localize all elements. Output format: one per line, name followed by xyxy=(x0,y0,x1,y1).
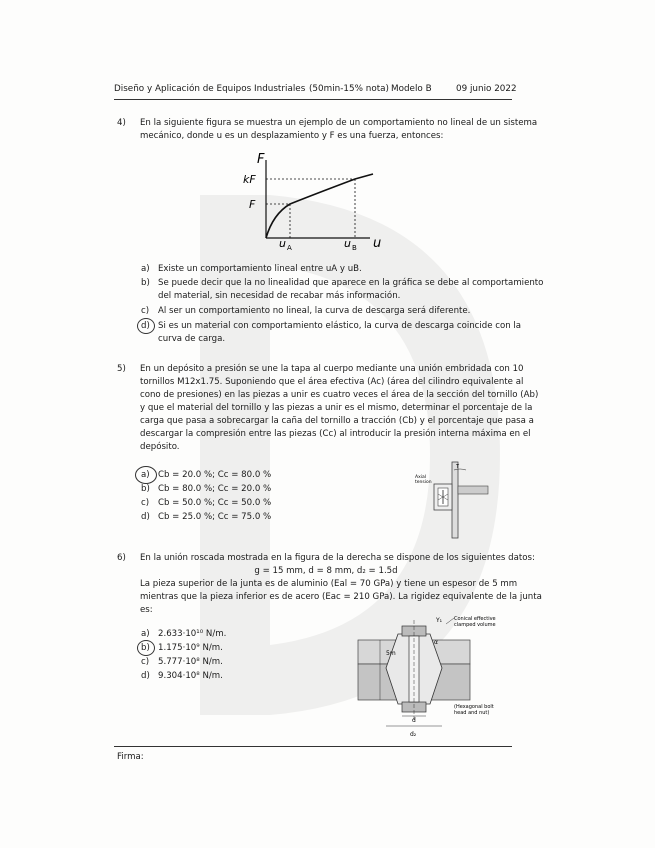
course-title: Diseño y Aplicación de Equipos Industriales xyxy=(114,84,306,94)
clamped-label: clamped volume xyxy=(454,622,496,628)
exam-date: 09 junio 2022 xyxy=(456,84,517,94)
option-letter: b) xyxy=(141,643,150,653)
q5-stem xyxy=(140,363,539,454)
option-letter: a) xyxy=(141,470,150,480)
exam-model: Modelo B xyxy=(391,84,432,94)
q6-number: 6) xyxy=(117,553,126,563)
option-letter: c) xyxy=(141,657,150,667)
u-axis-label: u xyxy=(373,236,382,251)
F-axis-label: F xyxy=(257,152,265,167)
q5-option-b xyxy=(141,483,341,495)
q5-stem-line: y que el material del tornillo y las piezas a unir es el mismo, determinar el porcentaje de la xyxy=(140,403,533,413)
option-letter: a) xyxy=(141,629,150,639)
q6-stem-line: mientras que la pieza inferior es de acero (Eac = 210 GPa). La rigidez equivalente de la junta xyxy=(140,592,542,602)
d-label: d xyxy=(412,717,416,724)
option-letter: c) xyxy=(141,498,150,508)
q5-option-c xyxy=(141,497,341,509)
alpha-label: α xyxy=(434,639,438,646)
option-text: Si es un material con comportamiento elástico, la curva de descarga coincide con la xyxy=(158,321,522,331)
kF-label: kF xyxy=(243,173,256,186)
flange-plate xyxy=(458,486,488,494)
q6-option-a xyxy=(141,628,341,640)
option-text: 5.777·10⁸ N/m. xyxy=(158,657,223,667)
exam-header xyxy=(114,84,517,98)
option-text: Cb = 25.0 %; Cc = 75.0 % xyxy=(158,512,272,522)
thickness-label: 5m xyxy=(386,650,396,657)
option-letter: a) xyxy=(141,264,150,274)
uB-subscript: B xyxy=(352,244,357,252)
option-text: Cb = 20.0 %; Cc = 80.0 % xyxy=(158,470,272,480)
q5-stem-line: tornillos M12x1.75. Suponiendo que el área efectiva (Ac) (área del cilindro equivalente al xyxy=(140,377,524,387)
option-letter: d) xyxy=(141,671,150,681)
q5-number: 5) xyxy=(117,364,126,374)
q5-stem-line: En un depósito a presión se une la tapa al cuerpo mediante una unión embridada con 10 xyxy=(140,364,524,374)
option-letter: d) xyxy=(141,512,150,522)
q4-force-displacement-chart xyxy=(235,148,395,253)
option-text: 2.633·10¹⁰ N/m. xyxy=(158,629,227,639)
q6-stem-line: La pieza superior de la junta es de aluminio (Eal = 70 GPa) y tiene un espesor de 5 mm xyxy=(140,579,518,589)
q4-option-a xyxy=(141,263,511,275)
option-text: Cb = 50.0 %; Cc = 50.0 % xyxy=(158,498,272,508)
F-label: F xyxy=(249,198,256,211)
uA-label: u xyxy=(279,237,286,250)
uB-label: u xyxy=(344,237,351,250)
q6-stem-line: g = 15 mm, d = 8 mm, d₂ = 1.5d xyxy=(254,566,398,576)
q6-bolted-joint-figure xyxy=(350,610,510,738)
flange-wall xyxy=(452,462,458,538)
option-text: del material, sin necesidad de recabar más información. xyxy=(158,291,401,301)
q5-option-a xyxy=(141,469,341,481)
option-letter: b) xyxy=(141,278,150,288)
uA-subscript: A xyxy=(287,244,292,252)
q4-stem xyxy=(140,117,538,143)
footer-rule xyxy=(114,746,512,747)
q5-stem-line: cono de presiones) en las piezas a unir es cuatro veces el área de la sección del tornillo (Ab) xyxy=(140,390,539,400)
option-text: 1.175·10⁹ N/m. xyxy=(158,643,223,653)
option-text: Al ser un comportamiento no lineal, la curva de descarga será diferente. xyxy=(158,306,471,316)
q6-stem-line: es: xyxy=(140,605,153,615)
q5-option-d xyxy=(141,511,341,523)
option-text: Se puede decir que la no linealidad que aparece en la gráfica se debe al comportamiento xyxy=(158,278,544,288)
option-letter: c) xyxy=(141,306,150,316)
option-letter: b) xyxy=(141,484,150,494)
option-letter: d) xyxy=(141,321,150,331)
axial-label: Axial xyxy=(415,475,426,480)
option-text: 9.304·10⁸ N/m. xyxy=(158,671,223,681)
q4-option-b xyxy=(141,277,544,303)
option-text: Cb = 80.0 %; Cc = 20.0 % xyxy=(158,484,272,494)
q4-stem-line: En la siguiente figura se muestra un ejemplo de un comportamiento no lineal de un sistema xyxy=(140,118,538,128)
q6-option-b xyxy=(141,642,341,654)
q5-stem-line: depósito. xyxy=(140,442,180,452)
option-text: curva de carga. xyxy=(158,334,226,344)
q4-option-c xyxy=(141,305,511,317)
q5-stem-line: carga que pasa a sobrecargar la caña del tornillo a tracción (Cb) y el porcentaje que pasa a xyxy=(140,416,534,426)
load-curve xyxy=(266,174,373,238)
hex-label: (Hexagonal bolt xyxy=(454,704,494,710)
conical-label: Conical effective xyxy=(454,616,496,622)
q6-stem xyxy=(140,552,542,617)
exam-info: (50min-15% nota) xyxy=(309,84,389,94)
signature-label: Firma: xyxy=(117,752,144,762)
d2-label: d₂ xyxy=(410,731,417,738)
q5-stem-line: descargar la compresión entre las piezas (Cc) al introducir la presión interna máxima en el xyxy=(140,429,531,439)
tension-label: tension xyxy=(415,480,432,485)
leader-line xyxy=(446,618,454,624)
q4-option-d xyxy=(141,320,522,346)
q6-option-d xyxy=(141,670,341,682)
header-rule xyxy=(114,99,512,100)
q4-number: 4) xyxy=(117,118,126,128)
option-text: Existe un comportamiento lineal entre uA y uB. xyxy=(158,264,362,274)
q6-stem-line: En la unión roscada mostrada en la figura de la derecha se dispone de los siguientes datos: xyxy=(140,553,535,563)
T-label: T xyxy=(456,464,460,470)
head-nut-label: head and nut) xyxy=(454,710,490,716)
q6-option-c xyxy=(141,656,341,668)
yf-label: Y₁ xyxy=(436,617,443,624)
q5-bolt-figure xyxy=(408,460,492,540)
q4-stem-line: mecánico, donde u es un desplazamiento y F es una fuerza, entonces: xyxy=(140,131,444,141)
